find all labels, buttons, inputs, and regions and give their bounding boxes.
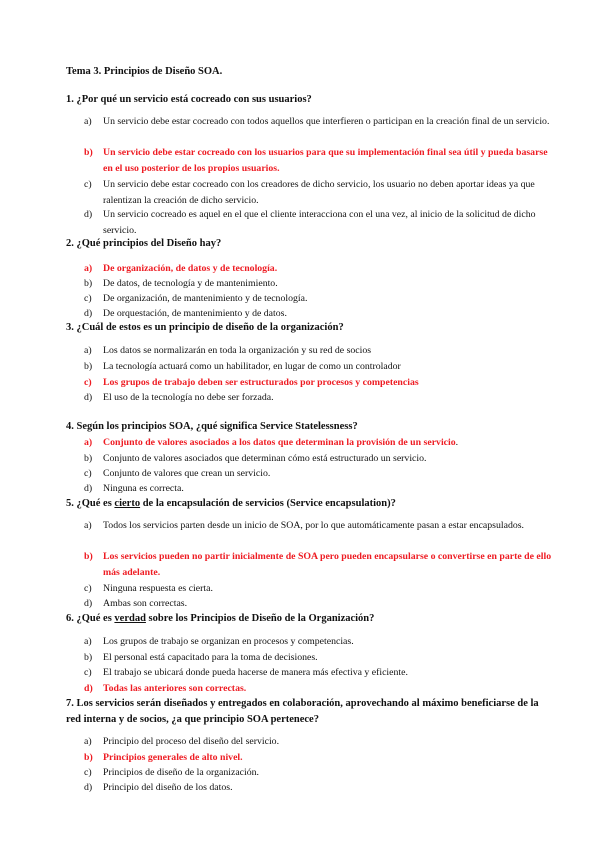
document-page: Tema 3. Principios de Diseño SOA. 1. ¿Por qué un servicio está cocreado con sus usuarios? a) Un servicio debe estar cocreado con todos aquellos que interfieren o participan en la creación final de un servicio. b) Un servicio debe estar cocreado con los usuarios para que su implementación final sea útil y pueda basarse en el uso posterior de los propios usuarios. c) Un servicio debe estar cocreado con los creadores de dicho servicio, los usuario no deben aportar ideas ya que ralentizan la creación de dicho servicio. d) Un servicio cocreado es aquel en el que el cliente interacciona con el una vez, al inicio de la solicitud de dicho servicio. 2. ¿Qué principios del Diseño hay? a) De organización, de datos y de tecnología. b) De datos, de tecnología y de mantenimiento. c) De organización, de mantenimiento y de tecnología. d) De orquestación, de mantenimiento y de datos. 3. ¿Cuál de estos es un principio de diseño de la organización? a) Los datos se normalizarán en toda la organización y su red de socios b) La tecnología actuará como un habilitador, en lugar de como un controlador c) Los grupos de trabajo deben ser estructurados por procesos y competencias d) El uso de la tecnología no debe ser forzada. 4. Según los principios SOA, ¿qué significa Service Statelessness? a) Conjunto de valores asociados a los datos que determinan la provisión de un servicio. b) Conjunto de valores asociados que determinan cómo está estructurado un servicio. c) Conjunto de valores que crean un servicio. d) Ninguna es correcta. 5. ¿Qué es cierto de la encapsulación de servicios (Service encapsulation)? a) Todos los servicios parten desde un inicio de SOA, por lo que automáticamente pasan a estar encapsulados. b) Los servicios pueden no partir inicialmente de SOA pero pueden encapsularse o convertirse en parte de ello más adelante. c) Ninguna respuesta es cierta. d) Ambas son correctas. 6. ¿Qué es verdad sobre los Principios de Diseño de la Organización? a) Los grupos de trabajo se organizan en procesos y competencias. b) El personal está capacitado para la toma de decisiones. c) El trabajo se ubicará donde pueda hacerse de manera más efectiva y eficiente. d) Todas las anteriores son correctas. 7. Los servicios serán diseñados y entregados en colaboración, aprovechando al máximo beneficiarse de la red interna y de socios, ¿a que principio SOA pertenece? a) Principio del proceso del diseño del servicio. b) Principios generales de alto nivel. c) Principios de diseño de la organización. d) Principio del diseño de los datos. bbox=[66, 66, 552, 793]
question-1: 1. ¿Por qué un servicio está cocreado con sus usuarios? bbox=[66, 94, 312, 105]
question-6: 6. ¿Qué es verdad sobre los Principios de Diseño de la Organización? bbox=[66, 613, 375, 624]
question-7: 7. Los servicios serán diseñados y entregados en colaboración, aprovechando al máximo beneficiarse de la red interna y de socios, ¿a que principio SOA pertenece? bbox=[66, 698, 539, 725]
page-title: Tema 3. Principios de Diseño SOA. bbox=[66, 66, 223, 77]
q4-option-a-text: Conjunto de valores asociados a los datos que determinan la provisión de un servicio bbox=[103, 437, 456, 448]
question-3: 3. ¿Cuál de estos es un principio de diseño de la organización? bbox=[66, 322, 344, 333]
q4-option-a-tail: . bbox=[455, 437, 459, 448]
question-4: 4. Según los principios SOA, ¿qué significa Service Statelessness? bbox=[66, 421, 358, 432]
question-5: 5. ¿Qué es cierto de la encapsulación de servicios (Service encapsulation)? bbox=[66, 498, 396, 509]
question-2: 2. ¿Qué principios del Diseño hay? bbox=[66, 238, 222, 249]
